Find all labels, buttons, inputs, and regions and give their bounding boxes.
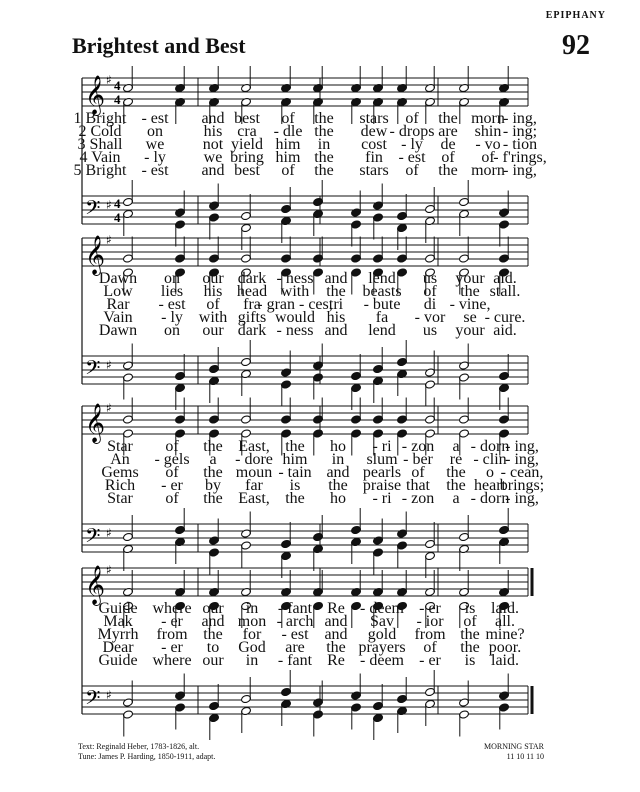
syllable: the	[328, 477, 348, 494]
syllable: of	[463, 613, 477, 630]
syllable: beasts	[362, 283, 402, 300]
syllable: morn	[471, 110, 505, 127]
time-signature: 4	[114, 78, 121, 93]
syllable: moun	[235, 464, 273, 481]
syllable: our	[202, 652, 224, 669]
syllable: o	[486, 464, 494, 481]
syllable: the	[460, 626, 480, 643]
verse-line	[0, 438, 640, 455]
syllable: Rar	[106, 296, 130, 313]
syllable: in	[245, 652, 259, 669]
syllable: and	[324, 626, 348, 643]
syllable: - ness	[276, 270, 314, 287]
syllable: Star	[107, 438, 133, 455]
syllable: Gems	[101, 464, 139, 481]
verse-line	[0, 309, 640, 326]
syllable: the	[326, 639, 346, 656]
syllable: our	[202, 270, 224, 287]
syllable: our	[202, 322, 224, 339]
syllable: with	[280, 283, 310, 300]
syllable: of	[206, 296, 220, 313]
syllable: tri	[328, 296, 344, 313]
syllable: in	[245, 600, 259, 617]
syllable: the	[438, 110, 458, 127]
syllable: his	[203, 283, 223, 300]
verse-line	[0, 136, 640, 153]
syllable: 1 Bright	[73, 110, 127, 127]
syllable: di	[423, 296, 437, 313]
syllable: Guide	[98, 600, 138, 617]
syllable: - clin	[473, 451, 507, 468]
syllable: - est	[281, 626, 309, 643]
sharp-icon: ♯	[106, 526, 112, 540]
syllable: in	[331, 451, 345, 468]
syllable: the	[326, 283, 346, 300]
syllable: us	[422, 270, 438, 287]
syllable: and	[324, 613, 348, 630]
treble-clef-icon: 𝄞	[85, 565, 106, 605]
syllable: for	[242, 626, 262, 643]
syllable: of	[405, 162, 419, 179]
syllable: from	[156, 626, 188, 643]
syllable: lend	[368, 270, 396, 287]
syllable: - er	[419, 652, 441, 669]
syllable: of	[281, 110, 295, 127]
syllable: - deem	[360, 652, 404, 669]
syllable: - dore	[235, 451, 273, 468]
sharp-icon: ♯	[106, 73, 112, 87]
verse-line	[0, 296, 640, 313]
syllable: of	[481, 149, 495, 166]
syllable: - dorn	[470, 490, 510, 507]
verse-line	[0, 600, 640, 617]
syllable: Sav	[370, 613, 394, 630]
treble-clef-icon: 𝄞	[85, 75, 106, 115]
syllable: ho	[330, 438, 346, 455]
bass-clef-icon: 𝄢	[85, 524, 101, 552]
syllable: the	[314, 162, 334, 179]
verse-line	[0, 490, 640, 507]
syllable: laid.	[491, 600, 519, 617]
syllable: the	[314, 110, 334, 127]
syllable: Myrrh	[97, 626, 139, 643]
syllable: by	[205, 477, 221, 494]
syllable: - arch	[276, 613, 314, 630]
syllable: on	[164, 270, 180, 287]
syllable: his	[203, 123, 223, 140]
hymn-title: Brightest and Best	[72, 33, 246, 58]
syllable: - deem	[360, 600, 404, 617]
time-signature: 4	[114, 210, 121, 225]
syllable: of	[165, 438, 179, 455]
syllable: - dle	[273, 123, 303, 140]
syllable: and	[201, 613, 225, 630]
syllable: - ing,	[503, 110, 537, 127]
syllable: is	[464, 652, 476, 669]
syllable: - ing,	[503, 162, 537, 179]
syllable: all.	[495, 613, 515, 630]
syllable: - vo	[475, 136, 501, 153]
syllable: of	[423, 639, 437, 656]
syllable: that	[406, 477, 430, 494]
syllable: - ly	[144, 149, 166, 166]
syllable: brings;	[499, 477, 545, 494]
syllable: from	[414, 626, 446, 643]
verse-line	[0, 322, 640, 339]
treble-clef-icon: 𝄞	[85, 403, 106, 443]
syllable: best	[234, 110, 260, 127]
syllable: in	[317, 136, 331, 153]
syllable: and	[324, 322, 348, 339]
syllable: aid.	[493, 322, 517, 339]
syllable: him	[282, 451, 308, 468]
syllable: Dear	[102, 639, 134, 656]
verse-line	[0, 270, 640, 287]
syllable: gold	[367, 626, 397, 643]
syllable: Low	[103, 283, 133, 300]
syllable: are	[285, 639, 305, 656]
syllable: prayers	[358, 639, 406, 656]
syllable: Star	[107, 490, 133, 507]
syllable: far	[245, 477, 263, 494]
sharp-icon: ♯	[106, 233, 112, 247]
syllable: the	[446, 464, 466, 481]
syllable: ho	[330, 490, 346, 507]
syllable: Dawn	[98, 322, 138, 339]
syllable: Dawn	[98, 270, 138, 287]
syllable: - drops	[389, 123, 435, 140]
syllable: aid.	[493, 270, 517, 287]
syllable: 4 Vain	[79, 149, 121, 166]
syllable: and	[326, 464, 350, 481]
syllable: - vine,	[449, 296, 491, 313]
syllable: him	[275, 149, 301, 166]
syllable: the	[203, 464, 223, 481]
syllable: we	[145, 136, 165, 153]
syllable: - er	[161, 639, 183, 656]
syllable: pearls	[362, 464, 402, 481]
syllable: shin	[474, 123, 502, 140]
syllable: stars	[359, 162, 389, 179]
syllable: of	[165, 490, 179, 507]
syllable: we	[203, 149, 223, 166]
syllable: - ly	[161, 309, 183, 326]
syllable: re	[449, 451, 463, 468]
syllable: is	[464, 600, 476, 617]
syllable: the	[203, 626, 223, 643]
syllable: the	[203, 438, 223, 455]
syllable: - gels	[154, 451, 190, 468]
syllable: fin	[365, 149, 383, 166]
syllable: - ing,	[505, 490, 539, 507]
syllable: 5 Bright	[73, 162, 127, 179]
syllable: morn	[471, 162, 505, 179]
syllable: - tion	[502, 136, 538, 153]
syllable: stars	[359, 110, 389, 127]
syllable: the	[203, 490, 223, 507]
syllable: - fant	[277, 600, 313, 617]
syllable: Re	[327, 652, 345, 669]
syllable: of	[441, 149, 455, 166]
syllable: - er	[419, 600, 441, 617]
syllable: laid.	[491, 652, 519, 669]
syllable: - ness	[276, 322, 314, 339]
syllable: - ing,	[505, 451, 539, 468]
syllable: are	[438, 123, 458, 140]
syllable: a	[452, 490, 460, 507]
syllable: se	[463, 309, 477, 326]
syllable: - vor	[414, 309, 446, 326]
syllable: - cure.	[484, 309, 526, 326]
syllable: - dorn	[470, 438, 510, 455]
syllable: where	[152, 652, 192, 669]
credits	[78, 742, 215, 762]
bass-clef-icon: 𝄢	[85, 196, 101, 224]
syllable: - ri	[372, 490, 392, 507]
syllable: mon	[237, 613, 267, 630]
treble-clef-icon: 𝄞	[85, 235, 106, 275]
time-signature: 4	[114, 196, 121, 211]
syllable: - zon	[401, 438, 435, 455]
syllable: the	[285, 490, 305, 507]
syllable: your	[455, 322, 485, 339]
syllable: your	[455, 270, 485, 287]
syllable: - bute	[363, 296, 401, 313]
syllable: - gran - ces,	[257, 296, 333, 313]
syllable: not	[202, 136, 224, 153]
syllable: Mak	[103, 613, 133, 630]
sharp-icon: ♯	[106, 688, 112, 702]
syllable: the	[314, 123, 334, 140]
syllable: praise	[362, 477, 402, 494]
syllable: of	[165, 464, 179, 481]
syllable: best	[234, 162, 260, 179]
syllable: is	[289, 477, 301, 494]
verse-line	[0, 464, 640, 481]
syllable: stall.	[489, 283, 521, 300]
sharp-icon: ♯	[106, 401, 112, 415]
syllable: 2 Cold	[78, 123, 122, 140]
syllable: the	[460, 639, 480, 656]
tune-info	[484, 742, 544, 762]
hymn-number: 92	[562, 30, 590, 61]
time-signature: 4	[114, 92, 121, 107]
syllable: his	[326, 309, 346, 326]
syllable: and	[201, 110, 225, 127]
syllable: - est	[158, 296, 186, 313]
syllable: our	[202, 600, 224, 617]
syllable: dark	[237, 270, 267, 287]
syllable: on	[164, 322, 180, 339]
syllable: Guide	[98, 652, 138, 669]
syllable: East,	[238, 490, 270, 507]
tune-credit: Tune: James P. Harding, 1850-1911, adapt.	[78, 752, 216, 761]
sharp-icon: ♯	[106, 198, 112, 212]
text-credit: Text: Reginald Heber, 1783-1826, alt.	[78, 742, 200, 751]
syllable: Vain	[103, 309, 133, 326]
syllable: cost	[361, 136, 387, 153]
syllable: - er	[161, 477, 183, 494]
meter: 11 10 11 10	[506, 752, 544, 761]
syllable: - er	[161, 613, 183, 630]
sharp-icon: ♯	[106, 358, 112, 372]
syllable: the	[446, 477, 466, 494]
verse-line	[0, 613, 640, 630]
verse-line	[0, 110, 640, 127]
syllable: would	[275, 309, 315, 326]
syllable: mine?	[485, 626, 525, 643]
verse-line	[0, 283, 640, 300]
syllable: of	[411, 464, 425, 481]
syllable: a	[452, 438, 460, 455]
syllable: with	[198, 309, 228, 326]
syllable: poor.	[488, 639, 522, 656]
syllable: dew	[360, 123, 388, 140]
syllable: de	[440, 136, 456, 153]
syllable: where	[152, 600, 192, 617]
verse-line	[0, 451, 640, 468]
syllable: dark	[237, 322, 267, 339]
verse-line	[0, 149, 640, 166]
tune-name: MORNING STAR	[483, 742, 544, 751]
sharp-icon: ♯	[106, 563, 112, 577]
syllable: of	[423, 283, 437, 300]
syllable: head	[236, 283, 268, 300]
syllable: East,	[238, 438, 270, 455]
syllable: a	[209, 451, 217, 468]
verse-line	[0, 162, 640, 179]
syllable: - tain	[278, 464, 312, 481]
syllable: us	[422, 322, 438, 339]
verse-line	[0, 477, 640, 494]
syllable: the	[285, 438, 305, 455]
syllable: - est	[398, 149, 426, 166]
syllable: 3 Shall	[77, 136, 123, 153]
syllable: - ing;	[502, 123, 538, 140]
syllable: - ing,	[505, 438, 539, 455]
syllable: - ber	[403, 451, 433, 468]
syllable: lend	[368, 322, 396, 339]
syllable: fa	[375, 309, 389, 326]
syllable: - ior	[416, 613, 444, 630]
syllable: An	[110, 451, 130, 468]
syllable: the	[460, 283, 480, 300]
syllable: - zon	[401, 490, 435, 507]
syllable: - ri	[372, 438, 392, 455]
syllable: of	[281, 162, 295, 179]
syllable: - cean,	[500, 464, 544, 481]
syllable: gifts	[237, 309, 267, 326]
syllable: cra	[237, 123, 257, 140]
syllable: Rich	[104, 477, 136, 494]
syllable: him	[275, 136, 301, 153]
syllable: God	[238, 639, 266, 656]
syllable: - ly	[401, 136, 423, 153]
syllable: lies	[160, 283, 184, 300]
syllable: the	[438, 162, 458, 179]
syllable: fra	[243, 296, 261, 313]
syllable: yield	[231, 136, 263, 153]
syllable: - fant	[277, 652, 313, 669]
syllable: Re	[327, 600, 345, 617]
bass-clef-icon: 𝄢	[85, 356, 101, 384]
syllable: to	[206, 639, 220, 656]
syllable: on	[147, 123, 163, 140]
syllable: of	[405, 110, 419, 127]
syllable: bring	[230, 149, 264, 166]
verse-line	[0, 639, 640, 656]
syllable: - f'rings,	[493, 149, 547, 166]
syllable: - est	[141, 162, 169, 179]
syllable: and	[201, 162, 225, 179]
syllable: - est	[141, 110, 169, 127]
verse-line	[0, 123, 640, 140]
verse-line	[0, 652, 640, 669]
syllable: heart	[474, 477, 506, 494]
syllable: the	[314, 149, 334, 166]
syllable: slum	[366, 451, 398, 468]
verse-line	[0, 626, 640, 643]
syllable: and	[324, 270, 348, 287]
bass-clef-icon: 𝄢	[85, 686, 101, 714]
season-label: EPIPHANY	[545, 10, 606, 21]
